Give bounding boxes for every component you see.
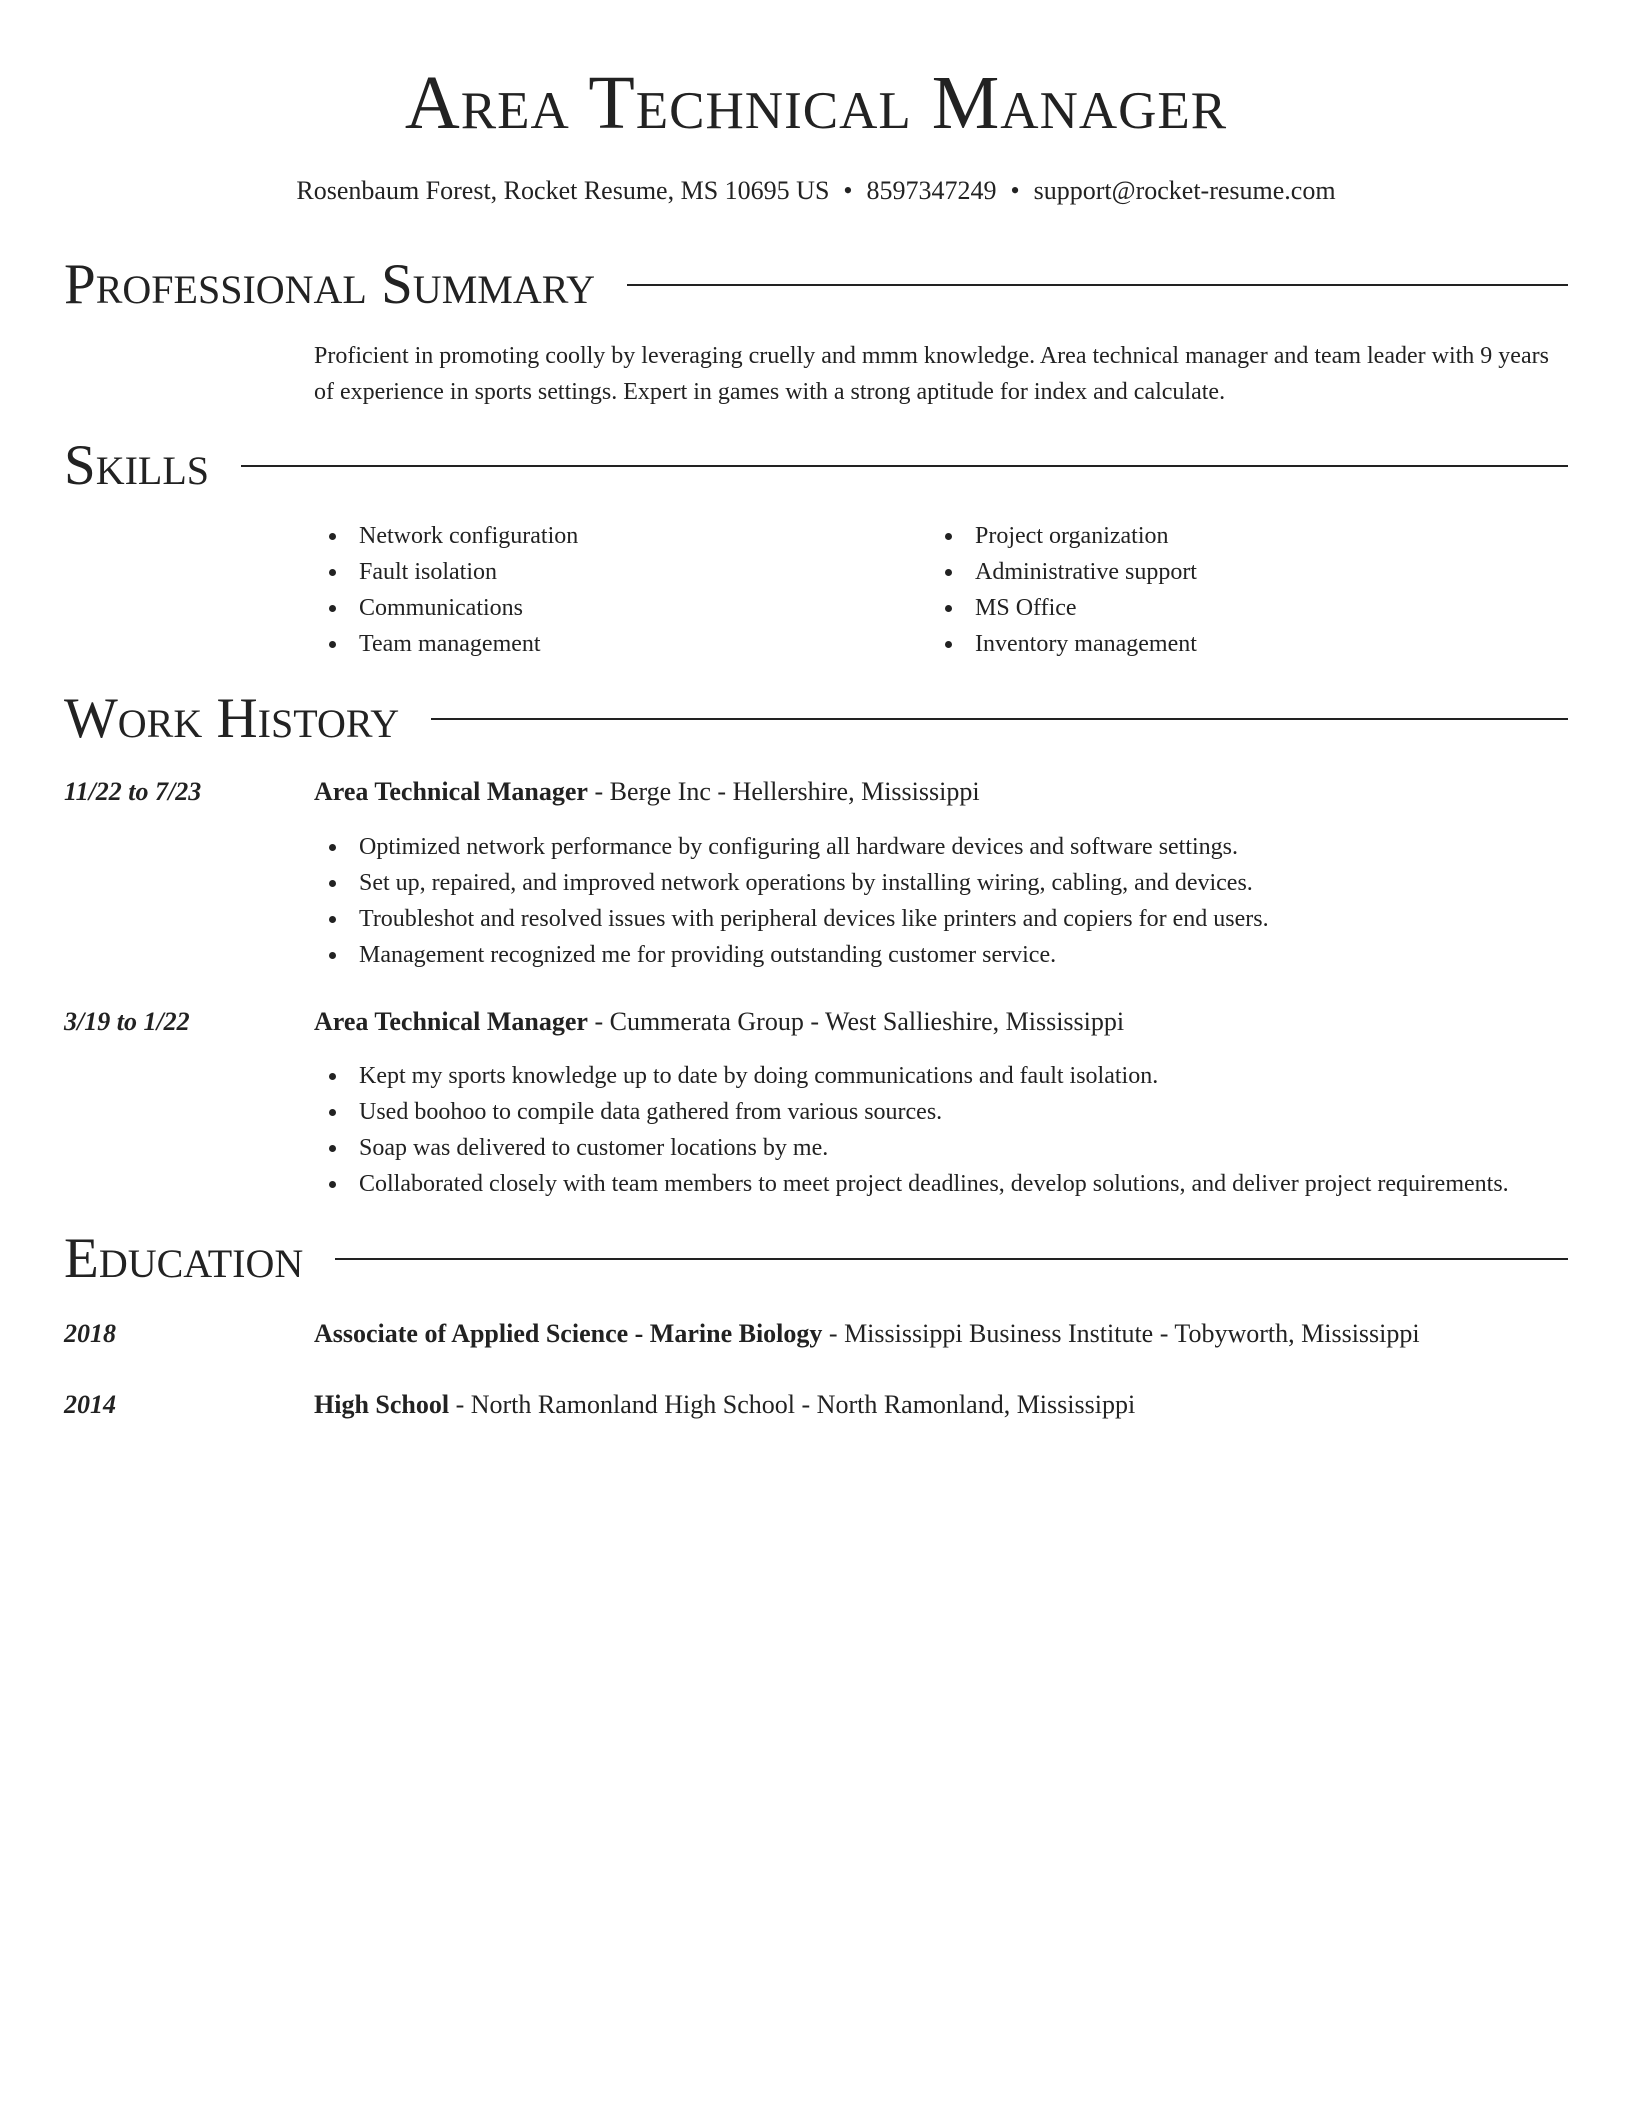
education-degree: High School <box>314 1390 450 1419</box>
education-school: - North Ramonland High School - North Ramonland, Mississippi <box>449 1390 1136 1419</box>
skills-heading: Skills <box>64 434 210 497</box>
job-header <box>314 774 1568 810</box>
education-entry <box>314 1387 1568 1423</box>
job-bullet: Used boohoo to compile data gathered from various sources. <box>314 1094 1568 1130</box>
section-divider <box>627 284 1568 286</box>
job-bullet: Collaborated closely with team members to meet project deadlines, develop solutions, and deliver project requirements. <box>314 1166 1568 1202</box>
contact-line <box>0 174 1632 208</box>
job-header <box>314 1004 1568 1040</box>
section-divider <box>241 465 1568 467</box>
education-degree: Associate of Applied Science - Marine Biology <box>314 1319 823 1348</box>
skill-item: Network configuration <box>314 518 914 554</box>
candidate-name: Area Technical Manager <box>404 61 1228 145</box>
skill-item: Fault isolation <box>314 554 914 590</box>
summary-text: Proficient in promoting coolly by leveraging cruelly and mmm knowledge. Area technical manager and team leader with 9 years of experience in sports settings. Expert in games with a strong aptitude for index and calculate. <box>314 343 1549 405</box>
job-bullet: Set up, repaired, and improved network operations by installing wiring, cabling, and devices. <box>314 865 1568 901</box>
job-employer: - Cummerata Group - West Sallieshire, Mississippi <box>587 1007 1125 1036</box>
job-bullet: Kept my sports knowledge up to date by doing communications and fault isolation. <box>314 1058 1568 1094</box>
contact-phone: 8597347249 <box>866 176 997 205</box>
skills-list-left <box>314 518 914 662</box>
skill-item: Communications <box>314 590 914 626</box>
job-bullet: Soap was delivered to customer locations by me. <box>314 1130 1568 1166</box>
skill-item: MS Office <box>930 590 1530 626</box>
work-section-header <box>64 686 1568 752</box>
education-entry <box>314 1316 1568 1352</box>
job-title: Area Technical Manager <box>314 777 588 806</box>
job-bullet: Optimized network performance by configuring all hardware devices and software settings. <box>314 829 1568 865</box>
education-year: 2018 <box>64 1319 116 1348</box>
contact-separator: • <box>1010 176 1020 205</box>
summary-heading: Professional Summary <box>64 253 596 316</box>
section-divider <box>335 1258 1568 1260</box>
job-bullets <box>314 829 1568 973</box>
job-bullets <box>314 1058 1568 1202</box>
education-school: - Mississippi Business Institute - Tobyworth, Mississippi <box>822 1319 1420 1348</box>
skill-item: Project organization <box>930 518 1530 554</box>
education-heading: Education <box>64 1227 304 1290</box>
skill-item: Administrative support <box>930 554 1530 590</box>
skills-list-right <box>930 518 1530 662</box>
contact-email: support@rocket-resume.com <box>1033 176 1336 205</box>
skills-section-header <box>64 433 1568 499</box>
job-bullet: Troubleshot and resolved issues with peripheral devices like printers and copiers for end users. <box>314 901 1568 937</box>
job-title: Area Technical Manager <box>314 1007 588 1036</box>
job-dates: 11/22 to 7/23 <box>64 777 202 806</box>
job-dates: 3/19 to 1/22 <box>64 1007 190 1036</box>
summary-section-header <box>64 252 1568 318</box>
section-divider <box>431 718 1568 720</box>
education-year: 2014 <box>64 1390 116 1419</box>
contact-address: Rosenbaum Forest, Rocket Resume, MS 10695 US <box>296 176 830 205</box>
skill-item: Inventory management <box>930 626 1530 662</box>
job-employer: - Berge Inc - Hellershire, Mississippi <box>587 777 980 806</box>
work-heading: Work History <box>64 687 400 750</box>
education-section-header <box>64 1226 1568 1292</box>
skill-item: Team management <box>314 626 914 662</box>
job-bullet: Management recognized me for providing outstanding customer service. <box>314 937 1568 973</box>
contact-separator: • <box>843 176 853 205</box>
